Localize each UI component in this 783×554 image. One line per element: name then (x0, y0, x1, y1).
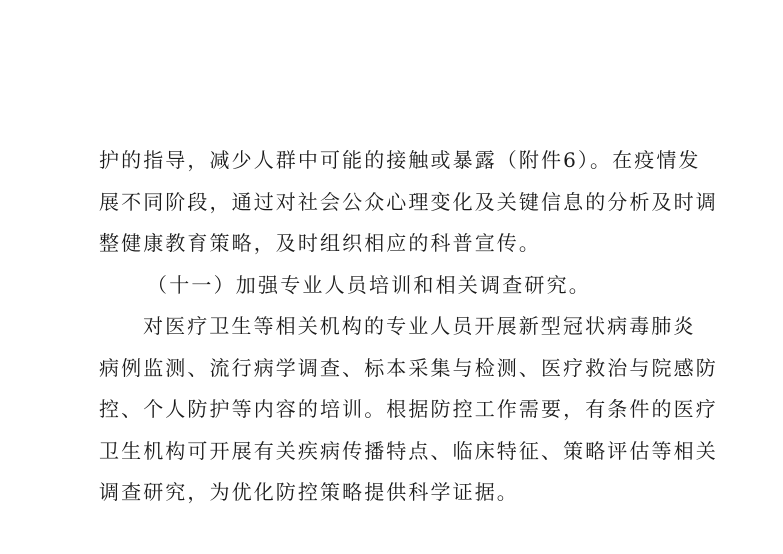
paragraph-body (99, 306, 718, 514)
paragraph-line: 调查研究，为优化防控策略提供科学证据。 (99, 480, 519, 504)
paragraph-line: 护的指导，减少人群中可能的接触或暴露（附件6）。在疫情发 (99, 148, 701, 172)
paragraph-line: 对医疗卫生等相关机构的专业人员开展新型冠状病毒肺炎 (143, 314, 696, 338)
document-body (99, 140, 718, 514)
paragraph-line: 整健康教育策略，及时组织相应的科普宣传。 (99, 231, 541, 255)
section-heading: （十一）加强专业人员培训和相关调查研究。 (147, 272, 591, 297)
paragraph-line: 卫生机构可开展有关疾病传播特点、临床特征、策略评估等相关 (99, 438, 718, 463)
paragraph-previous (99, 140, 718, 265)
paragraph-line: 病例监测、流行病学调查、标本采集与检测、医疗救治与院感防 (99, 355, 718, 380)
paragraph-line: 展不同阶段，通过对社会公众心理变化及关键信息的分析及时调 (99, 189, 718, 214)
paragraph-line: 控、个人防护等内容的培训。根据防控工作需要，有条件的医疗 (99, 397, 718, 421)
